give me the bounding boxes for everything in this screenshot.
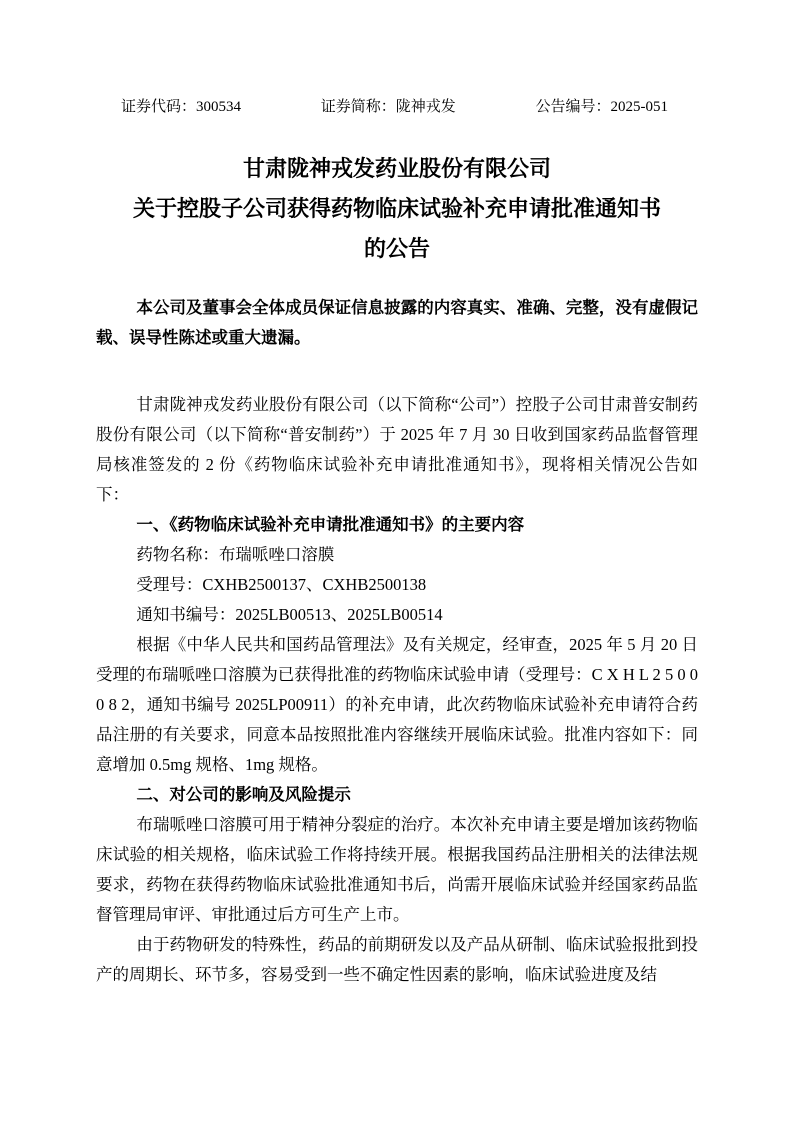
disclaimer-statement: 本公司及董事会全体成员保证信息披露的内容真实、准确、完整，没有虚假记载、误导性陈述或重大遗漏。 (96, 298, 698, 347)
title-line-subject: 关于控股子公司获得药物临床试验补充申请批准通知书 (132, 196, 661, 221)
title-line-company: 甘肃陇神戎发药业股份有限公司 (242, 156, 551, 181)
announcement-number: 公告编号：2025-051 (535, 99, 668, 115)
document-header (96, 97, 698, 117)
stock-code: 证券代码：300534 (121, 99, 242, 115)
drug-name-line: 药物名称：布瑞哌唑口溶膜 (136, 545, 335, 564)
impact-paragraph: 布瑞哌唑口溶膜可用于精神分裂症的治疗。本次补充申请主要是增加该药物临床试验的相关规格，临床试验工作将持续开展。根据我国药品注册相关的法律法规要求，药物在获得药物临床试验批准通知书后，尚需开展临床试验并经国家药品监督管理局审评、审批通过后方可生产上市。 (96, 815, 698, 924)
acceptance-number-line: 受理号：CXHB2500137、CXHB2500138 (136, 575, 427, 594)
document-body (96, 293, 698, 990)
intro-paragraph: 甘肃陇神戎发药业股份有限公司（以下简称“公司”）控股子公司甘肃普安制药股份有限公司（以下简称“普安制药”）于 2025 年 7 月 30 日收到国家药品监督管理局核准签发的 2 份《药物临床试验补充申请批准通知书》，现将相关情况公告如下： (96, 395, 698, 504)
section-1-heading: 一、《药物临床试验补充申请批准通知书》的主要内容 (136, 515, 525, 534)
stock-abbr: 证券简称：陇神戎发 (320, 99, 456, 115)
section-2-heading: 二、对公司的影响及风险提示 (136, 785, 351, 804)
risk-paragraph: 由于药物研发的特殊性，药品的前期研发以及产品从研制、临床试验报批到投产的周期长、环节多，容易受到一些不确定性因素的影响，临床试验进度及结 (96, 935, 698, 984)
document-title (0, 149, 794, 269)
notice-number-line: 通知书编号：2025LB00513、2025LB00514 (136, 605, 443, 624)
title-line-suffix: 的公告 (363, 236, 430, 261)
approval-paragraph: 根据《中华人民共和国药品管理法》及有关规定，经审查，2025 年 5 月 20 日受理的布瑞哌唑口溶膜为已获得批准的药物临床试验申请（受理号：C X H L 2 5 0 0 0 8 2，通知书编号 2025LP00911）的补充申请，此次药物临床试验补充申请符合药品注册的有关要求，同意本品按照批准内容继续开展临床试验。批准内容如下：同意增加 0.5mg 规格、1mg 规格。 (96, 635, 698, 774)
